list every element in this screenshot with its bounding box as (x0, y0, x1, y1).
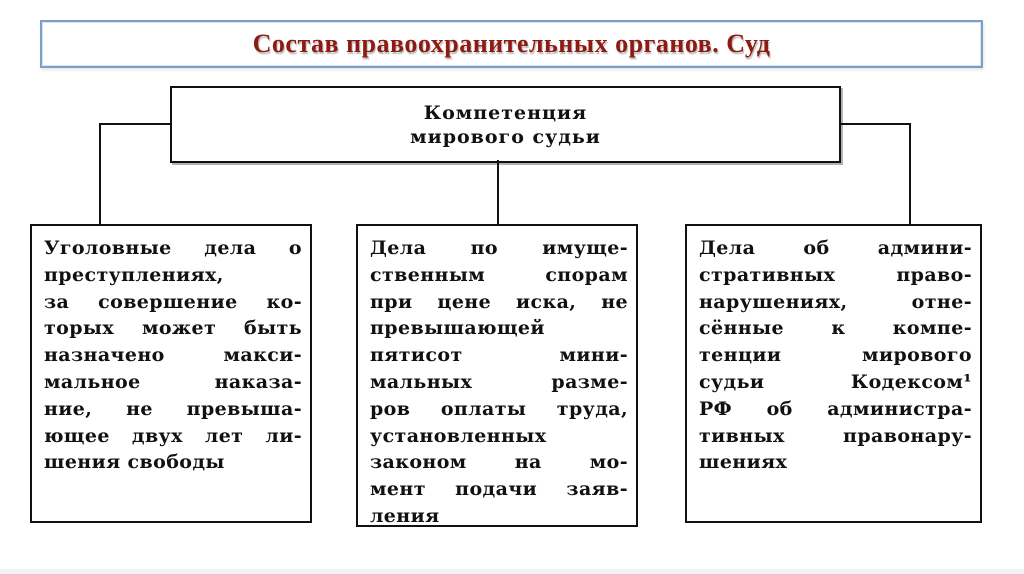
connector-left-vertical (99, 123, 101, 224)
connector-right-horizontal (839, 123, 911, 125)
slide-title-box (40, 20, 983, 68)
node-administrative-offences: Дела об админи- стративных право- нарушениях, отне- сённые к компе- тенции мирового судьи Кодексом¹ РФ об администра- тивных правонару- шениях (685, 224, 982, 523)
connector-right-vertical (909, 123, 911, 224)
node-property-disputes: Дела по имуще- ственным спорам при цене иска, не превышающей пятисот мини- мальных разме- ров оплаты труда, установленных законом на мо- мент подачи заяв- ления (356, 224, 638, 527)
slide-bottom-edge (0, 569, 1024, 574)
connector-center-vertical (497, 160, 499, 224)
root-node-text: Компетенция мирового судьи (410, 101, 601, 148)
connector-left-horizontal (99, 123, 172, 125)
root-node-competence (170, 86, 841, 163)
node-criminal-cases: Уголовные дела о преступлениях, за совершение ко- торых может быть назначено макси- мальное наказа- ние, не превыша- ющее двух лет ли- шения свободы (30, 224, 312, 523)
slide-title: Состав правоохранительных органов. Суд (252, 29, 771, 58)
